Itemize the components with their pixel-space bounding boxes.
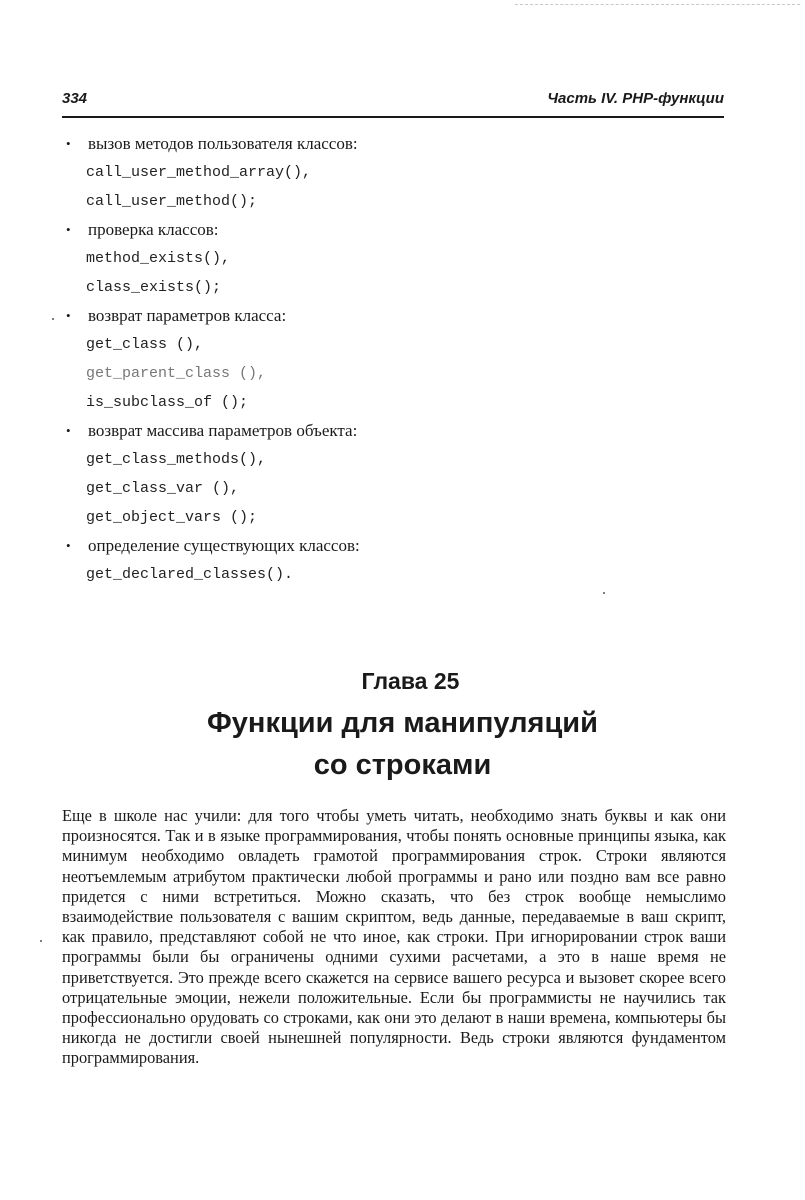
code-line: call_user_method_array(), bbox=[86, 164, 312, 181]
list-group bbox=[62, 532, 724, 589]
list-group bbox=[62, 216, 724, 302]
code-line: get_object_vars (); bbox=[86, 509, 258, 526]
list-item: • вызов методов пользователя классов: bbox=[62, 130, 724, 158]
code-line: get_class_var (), bbox=[86, 480, 240, 497]
list-item: • проверка классов: bbox=[62, 216, 724, 244]
page-number: 334 bbox=[62, 90, 88, 107]
code-line: get_class (), bbox=[86, 336, 204, 353]
bullet-icon: • bbox=[66, 222, 71, 237]
bullet-icon: • bbox=[66, 538, 71, 553]
scan-speck bbox=[603, 592, 605, 594]
header-rule bbox=[62, 116, 724, 118]
part-title: Часть IV. PHP-функции bbox=[547, 90, 724, 107]
bullet-icon: • bbox=[66, 423, 71, 438]
bullet-icon: • bbox=[66, 308, 71, 323]
list-item: • возврат параметров класса: bbox=[62, 302, 724, 330]
code-line: get_class_methods(), bbox=[86, 451, 267, 468]
list-item: • определение существующих классов: bbox=[62, 532, 724, 560]
scan-artifact bbox=[515, 4, 800, 7]
chapter-title-line: со строками bbox=[313, 749, 492, 781]
code-line: is_subclass_of (); bbox=[86, 394, 249, 411]
list-item: • возврат массива параметров объекта: bbox=[62, 417, 724, 445]
code-line: get_declared_classes(). bbox=[86, 566, 294, 583]
list-group bbox=[62, 302, 724, 417]
chapter-label: Глава 25 bbox=[361, 668, 460, 694]
code-line: get_parent_class (), bbox=[86, 365, 267, 382]
chapter-title-line: Функции для манипуляций bbox=[207, 707, 598, 739]
function-list bbox=[62, 130, 724, 589]
body-paragraph: Еще в школе нас учили: для того чтобы уметь читать, необходимо знать буквы и как они произносятся. Так и в языке программирования, чтобы понять основные принципы языка, как минимум необходимо овладеть грамотой программирования строк. Строки являются неотъемлемым атрибутом практически любой программы и рано или поздно вам все равно придется с ними встретиться. Можно сказать, что без строк вообще немыслимо взаимодействие пользователя с вашим скриптом, ведь данные, передаваемые в ваш скрипт, как правило, представляют собой не что иное, как строки. При игнорировании строк ваши программы были бы ограничены одними сухими расчетами, а это в наше время не приветствуется. Это прежде всего скажется на сервисе вашего ресурса и вызовет скорее всего отрицательные эмоции, нежели положительные. Если бы программисты не научились так профессионально орудовать со строками, как они это делают в наши времена, компьютеры бы никогда не достигли своей нынешней популярности. Ведь строки являются фундаментом программирования. bbox=[62, 806, 726, 1068]
bullet-icon: • bbox=[66, 136, 71, 151]
code-line: method_exists(), bbox=[86, 250, 231, 267]
code-line: class_exists(); bbox=[86, 279, 222, 296]
list-group bbox=[62, 417, 724, 532]
scan-speck bbox=[52, 318, 54, 320]
code-line: call_user_method(); bbox=[86, 193, 258, 210]
running-header bbox=[62, 90, 724, 116]
scan-speck bbox=[40, 940, 42, 942]
list-group bbox=[62, 130, 724, 216]
chapter-title bbox=[0, 702, 805, 786]
